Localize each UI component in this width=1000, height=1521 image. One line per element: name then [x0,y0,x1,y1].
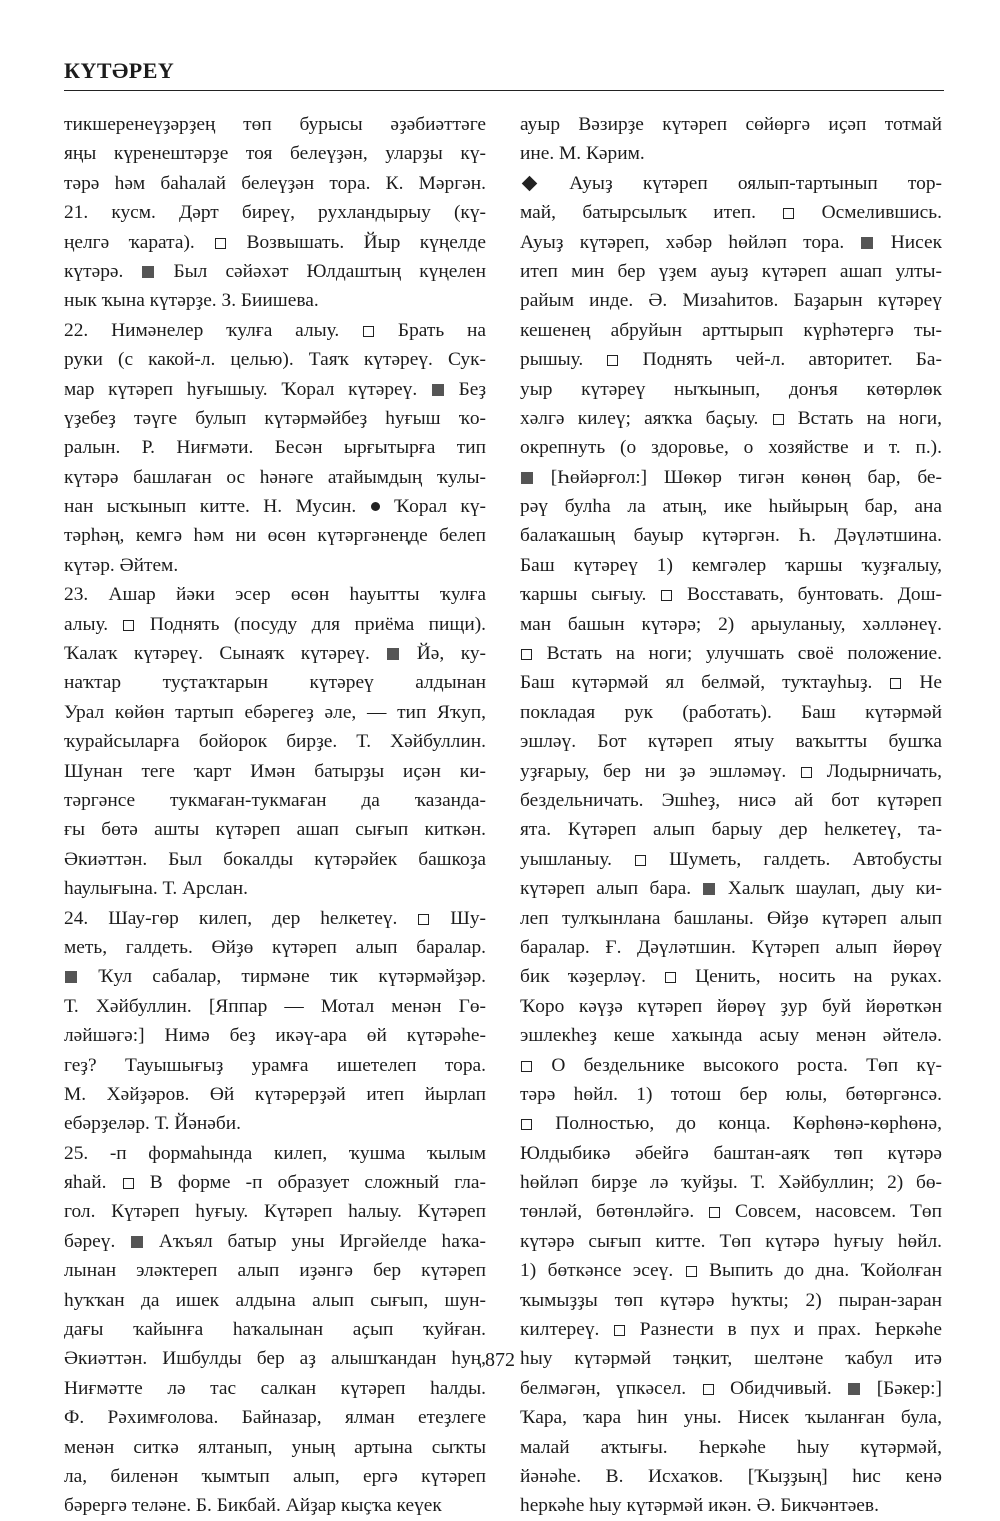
right_column-line: балаҡашың бауыр күтәргән. Һ. Дәүләтшина. [520,525,942,547]
left_column-line: мар күтәреп һуғышыу. Ҡорал күтәреү. Беҙ [64,378,486,400]
left_column-line: үҙебеҙ тәүге булып күтәрмәйбеҙ һуғыш ҡо- [64,407,486,429]
right_column-line: күтәреп алып бара. Халыҡ шаулап, дыу ки- [520,878,942,900]
right_column-line: рышыу. Поднять чей-л. авторитет. Ба- [520,349,942,371]
translation-marker-icon [665,972,676,983]
left_column-line: меть, галдеть. Өйҙө күтәреп алып баралар. [64,936,486,958]
left_column-line: лынан эләктереп алып иҙәнгә бер күтәреп [64,1260,486,1282]
page-header [64,56,944,91]
left_column-line: күтәр. Әйтем. [64,554,179,576]
left_column-line: Т. Хәйбуллин. [Яппар — Мотал менән Гө- [64,995,486,1017]
left_column-line: ләйшәгә:] Нимә беҙ икәү-ара өй күтәрәһе- [64,1025,486,1047]
right_column-line: күтәрә сығып китте. Төп күтәрә һуғыу һөйл. [520,1230,942,1252]
translation-marker-icon [123,620,134,631]
translation-marker-icon [614,1325,625,1336]
left_column-line: 23. Ашар йәки эсер өсөн һауытты ҡулға [64,584,486,606]
left_column-line: 21. кусм. Дәрт биреү, рухландырыу (кү- [64,202,486,224]
left_column-line: Ҡалаҡ күтәреү. Сынаяҡ күтәреү. Йә, ку- [64,643,486,665]
page-number: 872 [485,1349,515,1371]
left_column-line: алыу. Поднять (посуду для приёма пищи). [64,613,486,635]
right_column-line: эшләү. Бот күтәреп ятыу ваҡытты бушҡа [520,731,942,753]
translation-marker-icon [773,414,784,425]
right_column-line: покладая рук (работать). Баш күтәрмәй [520,701,942,723]
translation-marker-icon [709,1207,720,1218]
left_column-line: Урал көйөн тартып ебәрегеҙ әле, — тип Яҡуп, [64,701,486,723]
right_column-line: бездельничать. Эшһеҙ, нисә ай бот күтәреп [520,789,942,811]
idiom-marker-icon [522,176,538,192]
left_column-line: Ҡул сабалар, тирмәне тик күтәрмәйҙәр. [64,962,486,991]
right_column-line: уышланыу. Шуметь, галдеть. Автобусты [520,848,942,870]
right_column-line: кешенең абруйын арттырып күрһәтергә ты- [520,319,942,341]
right_column-line: һөйләп бирҙе лә ҡуйҙы. Т. Хәйбуллин; 2) бө- [520,1172,942,1194]
left_column-line: 24. Шау-гөр килеп, дер һелкетеү. Шу- [64,907,486,929]
right_column-line: ине. М. Кәрим. [520,143,645,165]
running-head: КҮТӘРЕҮ [64,58,175,83]
right_column-line: 1) бөткәнсе эсеү. Выпить до дна. Ҡойолған [520,1260,942,1282]
example-marker-icon [65,971,77,983]
right_column-line: леп тулҡынлана башланы. Өйҙө күтәреп алып [520,907,942,929]
proverb-marker-icon [371,502,380,511]
translation-marker-icon [521,1119,532,1130]
example-marker-icon [861,237,873,249]
left_column-line: ңелгә ҡарата). Возвышать. Йыр күңелде [64,231,486,253]
left_column-line: тәргәнсе тукмаған-тукмаған да ҡазанда- [64,789,486,811]
right_column-line: Юлдыбикә әбейгә баштан-аяҡ төп күтәрә [520,1142,942,1164]
left_column-line: ралын. Р. Ниғмәти. Бесән ырғытырға тип [64,437,486,459]
left_column-line: бәрергә теләне. Б. Бикбай. Айҙар кыҫҡа кеүек [64,1495,442,1517]
left_column-line: ғы бөтә ашты күтәреп ашап сығып киткән. [64,819,486,841]
right_column-line: ҡаршы сығыу. Восставать, бунтовать. Дош- [520,584,942,606]
right_column-line: рәү булһа ла атың, ике һыйырың бар, ана [520,496,942,518]
left_column-line: яһай. В форме -п образует сложный гла- [64,1172,486,1194]
left_column-line: дағы ҡайынға һаҡалынан аҫып ҡуйған. [64,1319,486,1341]
translation-marker-icon [607,355,618,366]
left_column-line: яңы күренештәрҙе тоя белеүҙән, уларҙы кү- [64,143,486,165]
right_column-line: хәлгә килеү; аяҡҡа баҫыу. Встать на ноги, [520,407,942,429]
left_column-line: тәрһәң, кемгә һәм ни өсөн күтәргәнеңде белеп [64,525,486,547]
right_column-line: белмәгән, үпкәсел. Обидчивый. [Бәкер:] [520,1377,942,1399]
right_column-line: ҡымыҙҙы төп күтәрә һуҡты; 2) пыран-заран [520,1289,942,1311]
left_column-line: Әкиәттән. Ишбулды бер аҙ алышҡандан һуң, [64,1348,486,1370]
left_column-line: нан ысҡынып китте. Н. Мусин. Ҡорал кү- [64,496,486,518]
right_column-line: райым инде. Ә. Мизаһитов. Баҙарын күтәреү [520,290,942,312]
example-marker-icon [521,472,533,484]
right_column-line: май, батырсылыҡ итеп. Осмелившись. [520,202,942,224]
right_column-line: килтереү. Разнести в пух и прах. Һеркәһе [520,1319,942,1341]
left_column-line: һаулығына. Т. Арслан. [64,878,248,900]
left_column-line: геҙ? Тауышығыҙ урамға ишетелеп тора. [64,1054,486,1076]
right_column-line: Баш күтәреү 1) кемгәлер ҡаршы ҡуҙғалыу, [520,554,942,576]
translation-marker-icon [686,1266,697,1277]
translation-marker-icon [215,238,226,249]
left_column-line: менән ситкә ялтанып, уның артына сыҡты [64,1436,486,1458]
right_column-line: уыр күтәреү ныҡынып, донъя көтөрлөк [520,378,942,400]
left_column-line: Ф. Рәхимғолова. Байназар, ялман етеҙлеге [64,1407,486,1429]
left_column-line: тәрә һәм баһалай белеүҙән тора. К. Мәргән. [64,172,486,194]
translation-marker-icon [890,678,901,689]
right_column-line: [Һөйәрғол:] Шөкөр тигән көнөң бар, бе- [520,463,942,492]
example-marker-icon [387,648,399,660]
left_column-line: һуҡҡан да ишек алдына алып сығып, шун- [64,1289,486,1311]
right_column-line: ман башын күтәрә; 2) арыуланыу, хәлләнеү. [520,613,942,635]
example-marker-icon [432,384,444,396]
right_column-line: ята. Күтәреп алып барыу дер һелкетеү, та- [520,819,942,841]
right_column-line: уҙғарыу, бер ни ҙә эшләмәү. Лодырничать, [520,760,942,782]
left_column-line: бәреү. Аҡъял батыр уны Иргәйелде һаҡа- [64,1230,486,1252]
right_column-line: О бездельнике высокого роста. Төп кү- [520,1051,942,1080]
right_column-line: Баш күтәрмәй ял белмәй, туҡтауһыҙ. Не [520,672,942,694]
left_column-line: тикшеренеүҙәрҙең төп бурысы әҙәбиәттәге [64,114,486,135]
translation-marker-icon [521,649,532,660]
right_column-line: йәнәһе. В. Исхаҡов. [Ҡыҙҙың] һис кенә [520,1465,942,1487]
left_column-line: наҡтар туҫтаҡтарын күтәреү алдынан [64,672,486,694]
left_column-line: күтәрә башлаған ос һәнәге атайымдың ҡулы- [64,466,486,488]
left_column-line: ебәрҙеләр. Т. Йәнәби. [64,1113,241,1135]
left_column-line: ҡурайсыларға бойорок бирҙе. Т. Хәйбуллин. [64,731,486,753]
example-marker-icon [848,1383,860,1395]
translation-marker-icon [363,326,374,337]
left_column-line: руки (с какой-л. целью). Таяҡ күтәреү. Сук- [64,349,486,371]
left_column-line: ла, биленән ҡымтып алып, ергә күтәреп [64,1465,486,1487]
left_column-line: Ниғмәтте лә тас салкан күтәреп һалды. [64,1377,486,1399]
example-marker-icon [142,266,154,278]
left_column-line: Әкиәттән. Был бокалды күтәрәйек башкоҙа [64,848,486,870]
right_column-line: Ҡоро кәүҙә күтәреп йөрөү ҙур буй йөрөткән [520,995,942,1017]
right_column-line: тәрә һөйл. 1) тотош бер юлы, бөтөргәнсә. [520,1083,942,1105]
right_column-line: бик ҡәҙерләү. Ценить, носить на руках. [520,966,942,988]
translation-marker-icon [661,590,672,601]
left_column-line: 22. Нимәнелер ҡулға алыу. Брать на [64,319,486,341]
right_column-line: итеп мин бер үҙем ауыҙ күтәреп ашап улты- [520,260,942,282]
right_column-line: ауыр Вәзирҙе күтәреп сөйөргә иҫәп тотмай [520,114,942,135]
right_column-line: төнләй, бөтөнләйгә. Совсем, насовсем. Төп [520,1201,942,1223]
translation-marker-icon [801,767,812,778]
translation-marker-icon [703,1384,714,1395]
translation-marker-icon [635,855,646,866]
right_column-line: Полностью, до конца. Көрһөнә-көрһөнә, [520,1109,942,1138]
translation-marker-icon [521,1061,532,1072]
left_column-line: күтәрә. Был сәйәхәт Юлдаштың күңелен [64,260,486,282]
right_column-line: Встать на ноги; улучшать своё положение. [520,639,942,668]
right_column-line: баралар. Ғ. Дәүләтшин. Күтәреп алып йөрөү [520,936,942,958]
right-column [520,110,942,1521]
right_column-line: һыу күтәрмәй тәңкит, шелтәне ҡабул итә [520,1348,942,1370]
right_column-line: Ауыҙ күтәреп, хәбәр һөйләп тора. Нисек [520,231,942,253]
left_column-line: гол. Күтәреп һуғыу. Күтәреп һалыу. Күтәреп [64,1201,486,1223]
right_column-line: малай аҡтығы. Һеркәһе һыу күтәрмәй, [520,1436,942,1458]
example-marker-icon [131,1236,143,1248]
right_column-line: Ауыҙ күтәреп оялып-тартынып тор- [520,169,942,198]
right_column-line: окрепнуть (о здоровье, о хозяйстве и т. п.). [520,437,942,459]
example-marker-icon [703,883,715,895]
translation-marker-icon [418,914,429,925]
left_column-line: 25. -п формаһында килеп, ҡушма ҡылым [64,1142,486,1164]
translation-marker-icon [123,1178,134,1189]
translation-marker-icon [783,208,794,219]
right_column-line: һеркәһе һыу күтәрмәй икән. Ә. Бикчәнтәев. [520,1495,879,1517]
right_column-line: Ҡара, ҡара һин уны. Нисек ҡыланған була, [520,1407,942,1429]
left-column [64,110,486,1521]
left_column-line: М. Хәйҙәров. Өй күтәрерҙәй итеп йырлап [64,1083,486,1105]
left_column-line: Шунан теге ҡарт Имән батырҙы иҫән ки- [64,760,486,782]
left_column-line: нык ҡына күтәрҙе. З. Биишева. [64,290,319,312]
right_column-line: эшлекһеҙ кеше хаҡында асыу менән әйтелә. [520,1025,942,1047]
